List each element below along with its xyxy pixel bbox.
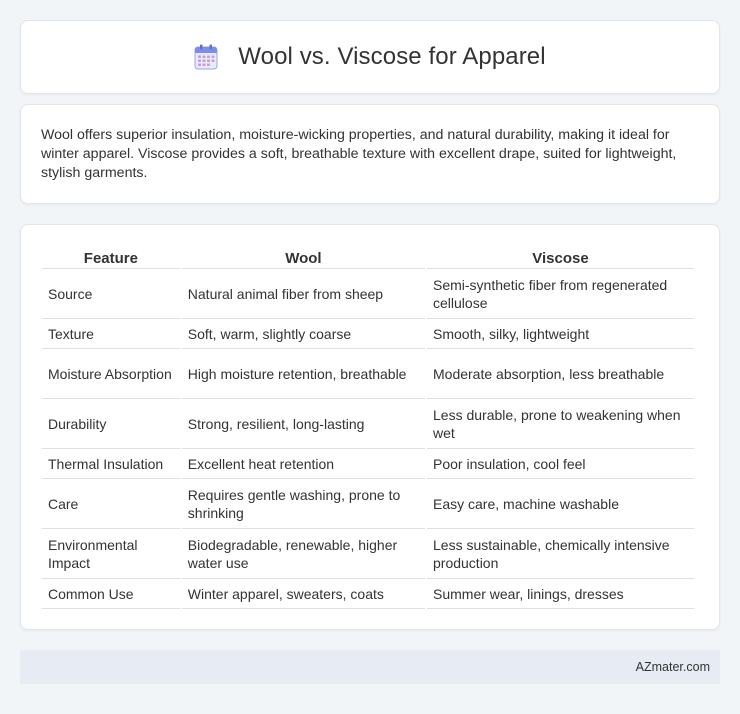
table-header-row bbox=[42, 247, 694, 269]
cell-feature: Moisture Absorption bbox=[42, 349, 180, 399]
cell-wool: Biodegradable, renewable, higher water use bbox=[182, 529, 425, 579]
cell-wool: Soft, warm, slightly coarse bbox=[182, 319, 425, 349]
comparison-table bbox=[40, 247, 696, 609]
intro-card bbox=[20, 104, 720, 204]
table-row bbox=[42, 349, 694, 399]
table-row bbox=[42, 319, 694, 349]
cell-viscose: Smooth, silky, lightweight bbox=[427, 319, 694, 349]
cell-feature: Common Use bbox=[42, 579, 180, 609]
column-header-viscose: Viscose bbox=[427, 247, 694, 269]
cell-feature: Durability bbox=[42, 399, 180, 449]
footer-bar bbox=[20, 650, 720, 684]
comparison-table-card bbox=[20, 224, 720, 630]
column-header-wool: Wool bbox=[182, 247, 425, 269]
title-wrap bbox=[194, 43, 545, 71]
page-title: Wool vs. Viscose for Apparel bbox=[238, 43, 546, 70]
cell-feature: Environmental Impact bbox=[42, 529, 180, 579]
cell-wool: Strong, resilient, long-lasting bbox=[182, 399, 425, 449]
table-row bbox=[42, 269, 694, 319]
cell-feature: Care bbox=[42, 479, 180, 529]
cell-wool: Winter apparel, sweaters, coats bbox=[182, 579, 425, 609]
intro-text: Wool offers superior insulation, moisture-wicking properties, and natural durability, making it ideal for winter apparel. Viscose provides a soft, breathable texture with excellent drape, suited for lightweight, stylish garments. bbox=[41, 127, 677, 181]
table-row bbox=[42, 399, 694, 449]
cell-viscose: Summer wear, linings, dresses bbox=[427, 579, 694, 609]
cell-viscose: Moderate absorption, less breathable bbox=[427, 349, 694, 399]
cell-feature: Texture bbox=[42, 319, 180, 349]
column-header-feature: Feature bbox=[42, 247, 180, 269]
table-row bbox=[42, 579, 694, 609]
cell-viscose: Poor insulation, cool feel bbox=[427, 449, 694, 479]
cell-wool: Requires gentle washing, prone to shrinking bbox=[182, 479, 425, 529]
table-row bbox=[42, 529, 694, 579]
table-row bbox=[42, 449, 694, 479]
cell-feature: Thermal Insulation bbox=[42, 449, 180, 479]
cell-viscose: Easy care, machine washable bbox=[427, 479, 694, 529]
cell-wool: High moisture retention, breathable bbox=[182, 349, 425, 399]
header-card bbox=[20, 20, 720, 94]
cell-feature: Source bbox=[42, 269, 180, 319]
footer-site-link[interactable]: AZmater.com bbox=[635, 660, 710, 674]
cell-wool: Excellent heat retention bbox=[182, 449, 425, 479]
cell-wool: Natural animal fiber from sheep bbox=[182, 269, 425, 319]
calendar-icon bbox=[194, 44, 218, 70]
cell-viscose: Less sustainable, chemically intensive production bbox=[427, 529, 694, 579]
cell-viscose: Semi-synthetic fiber from regenerated cellulose bbox=[427, 269, 694, 319]
cell-viscose: Less durable, prone to weakening when wet bbox=[427, 399, 694, 449]
table-row bbox=[42, 479, 694, 529]
